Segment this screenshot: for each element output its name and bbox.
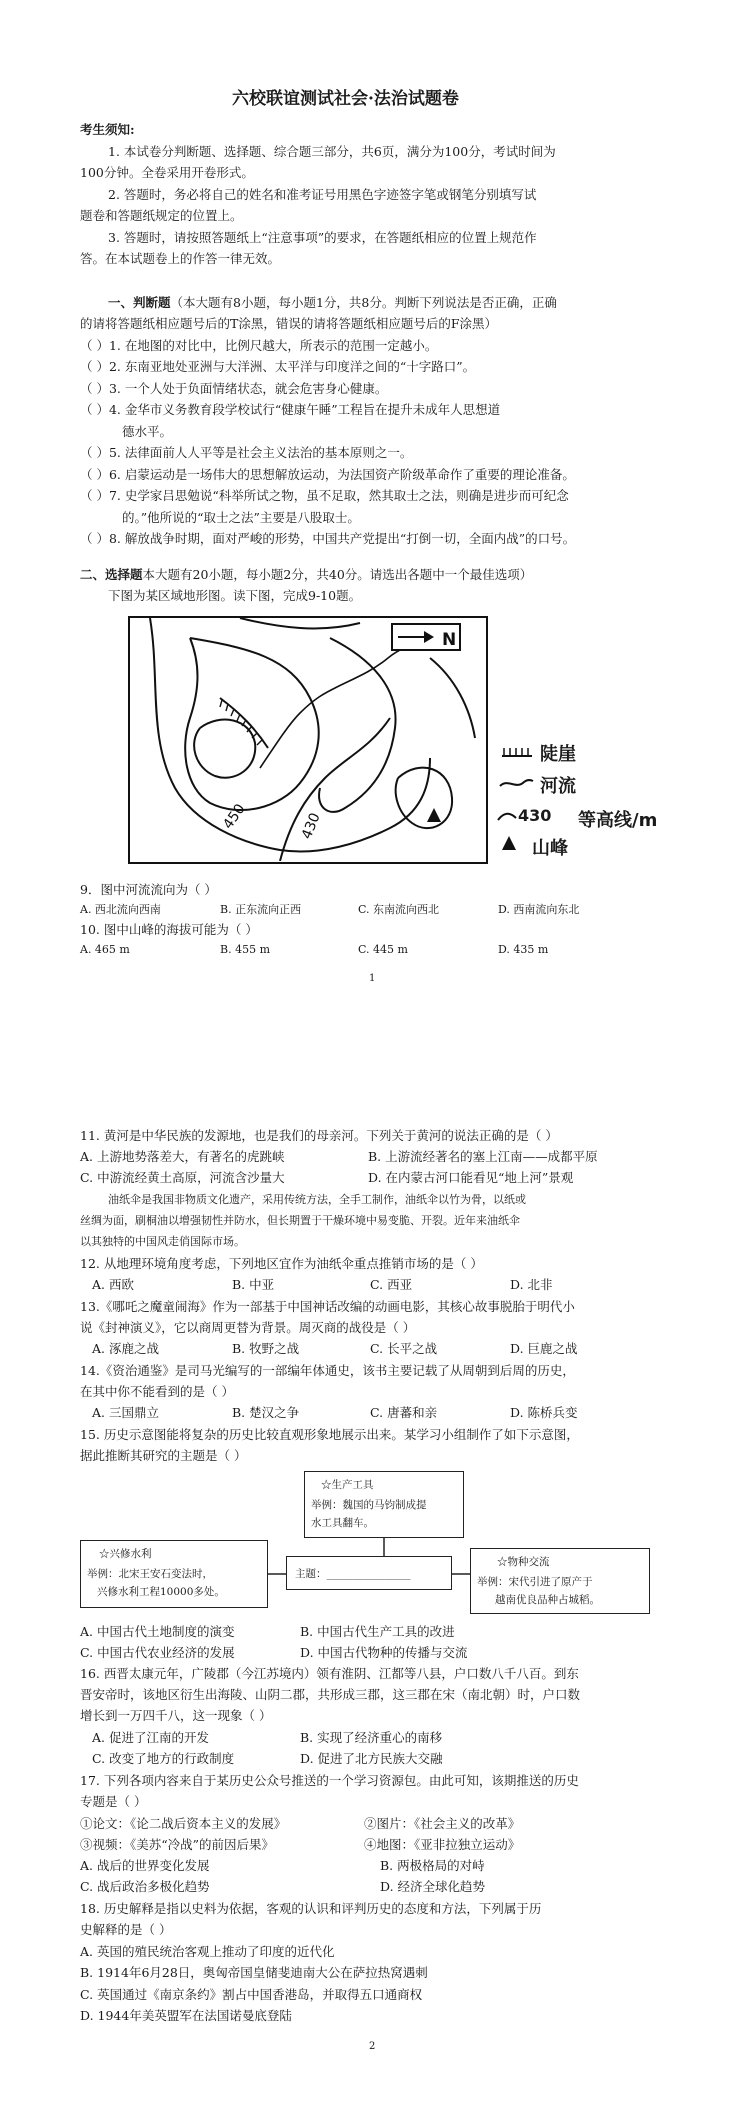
notice-line: 2. 答题时，务必将自己的姓名和准考证号用黑色字迹签字笔或钢笔分别填写试 [108,187,537,202]
diagram-tools-title: ☆生产工具 [321,1479,374,1491]
q10-option-d: D. 435 m [498,943,549,956]
q15-option-a: A. 中国古代土地制度的演变 [80,1624,235,1639]
peak-marker [427,808,441,822]
diagram-box-species [470,1548,650,1614]
q9-option-b: B. 正东流向正西 [220,903,302,916]
q13-option-a: A. 涿鹿之战 [92,1341,159,1356]
judgment-item: 的。”他所说的“取士之法”主要是八股取士。 [122,510,360,525]
page-title: 六校联谊测试社会·法治试题卷 [232,89,459,109]
q18-option-b: B. 1914年6月28日，奥匈帝国皇储斐迪南大公在萨拉热窝遇刺 [80,1965,428,1980]
contour-top-arc [240,618,360,628]
map-intro: 下图为某区域地形图。读下图，完成9-10题。 [108,588,362,603]
q16-option-d: D. 促进了北方民族大交融 [300,1751,443,1766]
judgment-item: （ ）2. 东南亚地处亚洲与大洋洲、太平洋与印度洋之间的“十字路口”。 [80,359,476,374]
q17-option-b: B. 两极格局的对峙 [380,1858,485,1873]
q12-option-a: A. 西欧 [92,1277,134,1292]
contour-hill-small [194,720,255,778]
q18-option-a: A. 英国的殖民统治客观上推动了印度的近代化 [80,1944,335,1959]
river-line [260,638,430,768]
question-11: 11. 黄河是中华民族的发源地，也是我们的母亲河。下列关于黄河的说法正确的是（ ） [80,1128,558,1143]
question-12: 12. 从地理环境角度考虑，下列地区宜作为油纸伞重点推销市场的是（ ） [80,1256,483,1271]
legend-cliff-label: 陡崖 [540,744,576,765]
q15-option-c: C. 中国古代农业经济的发展 [80,1645,235,1660]
map-drawing [130,618,485,861]
diagram-species-line: 越南优良品种占城稻。 [495,1594,600,1606]
judgment-item: （ ）1. 在地图的对比中，比例尺越大，所表示的范围一定越小。 [80,338,438,353]
section2-header [80,569,532,582]
q10-option-c: C. 445 m [358,943,408,956]
legend-contour-symbol [496,808,518,824]
question-16-cont: 增长到一万四千八，这一现象（ ） [80,1708,272,1723]
diagram-species-line: 举例：宋代引进了原产于 [477,1576,593,1588]
question-16-cont: 晋安帝时，该地区衍生出海陵、山阴二郡，共形成三郡，这三郡在宋（南北朝）时，户口数 [80,1687,581,1702]
q17-option-c: C. 战后政治多极化趋势 [80,1879,210,1894]
diagram-tools-line: 水工具翻车。 [311,1517,374,1529]
section1-intro: （本大题有8小题，每小题1分，共8分。判断下列说法是否正确，正确 [170,295,557,310]
question-13: 13.《哪吒之魔童闹海》作为一部基于中国神话改编的动画电影，其核心故事脱胎于明代小 [80,1299,575,1314]
q18-option-d: D. 1944年美英盟军在法国诺曼底登陆 [80,2008,292,2023]
q17-item-3: ③视频：《美苏“冷战”的前因后果》 [80,1837,275,1852]
q17-item-2: ②图片：《社会主义的改革》 [364,1816,521,1831]
q11-option-d: D. 在内蒙古河口能看见“地上河”景观 [368,1170,574,1185]
notice-line: 题卷和答题纸规定的位置上。 [80,208,243,223]
q11-option-c: C. 中游流经黄土高原，河流含沙量大 [80,1170,285,1185]
question-9: 9．图中河流流向为（ ） [80,882,217,897]
judgment-item: （ ）3. 一个人处于负面情绪状态，就会危害身心健康。 [80,381,388,396]
diagram-tools-line: 举例：魏国的马钧制成提 [311,1499,427,1511]
passage-line: 油纸伞是我国非物质文化遗产，采用传统方法，全手工制作，油纸伞以竹为骨，以纸或 [108,1193,526,1206]
question-17: 17. 下列各项内容来自于某历史公众号推送的一个学习资源包。由此可知，该期推送的历史 [80,1773,579,1788]
legend-river-symbol [498,776,534,792]
q10-option-a: A. 465 m [80,943,130,956]
question-18: 18. 历史解释是指以史料为依据，客观的认识和评判历史的态度和方法，下列属于历 [80,1901,542,1916]
diagram-species-title: ☆物种交流 [497,1556,550,1568]
judgment-item: 德水平。 [122,424,173,439]
judgment-item: （ ）5. 法律面前人人平等是社会主义法治的基本原则之一。 [80,445,413,460]
diagram-irrigation-line: 举例：北宋王安石变法时， [87,1568,213,1580]
q17-item-1: ①论文：《论二战后资本主义的发展》 [80,1816,287,1831]
topographic-map [128,616,488,864]
judgment-item: （ ）4. 金华市义务教育段学校试行“健康午睡”工程旨在提升未成年人思想道 [80,402,501,417]
q17-option-a: A. 战后的世界变化发展 [80,1858,210,1873]
q15-option-b: B. 中国古代生产工具的改进 [300,1624,455,1639]
contour-outer-left [150,618,430,851]
q14-option-c: C. 唐蕃和亲 [370,1405,438,1420]
contour-label-430: 430 [298,810,324,842]
question-17-cont: 专题是（ ） [80,1794,147,1809]
legend-peak-label: 山峰 [532,838,568,859]
judgment-item: （ ）7. 史学家吕思勉说“科举所试之物，虽不足取，然其取士之法，则确是进步而可纪念 [80,488,569,503]
question-14: 14.《资治通鉴》是司马光编写的一部编年体通史，该书主要记载了从周朝到后周的历史， [80,1363,575,1378]
page-number-1: 1 [369,973,376,984]
q9-option-a: A. 西北流向西南 [80,903,161,916]
notice-line: 答。在本试题卷上的作答一律无效。 [80,251,281,266]
question-14-cont: 在其中你不能看到的是（ ） [80,1384,234,1399]
question-10: 10. 图中山峰的海拔可能为（ ） [80,922,258,937]
diagram-box-tools [304,1471,464,1538]
q14-option-d: D. 陈桥兵变 [510,1405,578,1420]
notice-line: 1. 本试卷分判断题、选择题、综合题三部分，共6页，满分为100分，考试时间为 [108,144,556,159]
north-label: N [442,630,457,650]
legend-contour-value: 430 [518,806,552,825]
legend-river-label: 河流 [540,776,576,797]
question-16: 16. 西晋太康元年，广陵郡（今江苏境内）领有淮阴、江都等八县，户口数八千八百。到东 [80,1666,579,1681]
question-13-cont: 说《封神演义》，它以商周更替为背景。周灭商的战役是（ ） [80,1320,416,1335]
contour-430 [280,718,390,861]
legend-contour-label: 等高线/m [578,810,658,831]
legend-cliff-symbol [500,744,534,760]
q12-option-d: D. 北非 [510,1277,553,1292]
diagram-theme-label: 主题：________________ [295,1568,411,1580]
section2-intro: 本大题有20小题，每小题2分，共40分。请选出各题中一个最佳选项） [142,567,533,582]
section1-header [108,297,557,310]
passage-line: 丝绸为面，刷桐油以增强韧性并防水，但长期置于干燥环境中易变脆、开裂。近年来油纸伞 [80,1214,520,1227]
q16-option-a: A. 促进了江南的开发 [92,1730,209,1745]
q13-option-b: B. 牧野之战 [232,1341,300,1356]
q15-option-d: D. 中国古代物种的传播与交流 [300,1645,468,1660]
q12-option-b: B. 中亚 [232,1277,275,1292]
page-number-2: 2 [369,2041,376,2052]
passage-line: 以其独特的中国风走俏国际市场。 [80,1235,245,1248]
judgment-item: （ ）6. 启蒙运动是一场伟大的思想解放运动，为法国资产阶级革命作了重要的理论准备。 [80,467,575,482]
diagram-irrigation-line: 兴修水利工程10000多处。 [97,1586,225,1598]
q16-option-b: B. 实现了经济重心的南移 [300,1730,443,1745]
section2-heading: 二、选择题 [80,567,143,582]
contour-label-450: 450 [220,801,249,833]
legend-peak-symbol [500,834,518,852]
q11-option-a: A. 上游地势落差大，有著名的虎跳峡 [80,1149,285,1164]
q17-item-4: ④地图：《亚非拉独立运动》 [364,1837,521,1852]
notice-line: 100分钟。全卷采用开卷形式。 [80,165,254,180]
q17-option-d: D. 经济全球化趋势 [380,1879,486,1894]
question-18-cont: 史解释的是（ ） [80,1922,172,1937]
q12-option-c: C. 西亚 [370,1277,413,1292]
section1-heading: 一、判断题 [108,295,171,310]
q11-option-b: B. 上游流经著名的塞上江南——成都平原 [368,1149,598,1164]
q16-option-c: C. 改变了地方的行政制度 [92,1751,235,1766]
judgment-item: （ ）8. 解放战争时期，面对严峻的形势，中国共产党提出“打倒一切，全面内战”的口号。 [80,531,576,546]
diagram-irrigation-title: ☆兴修水利 [99,1548,152,1560]
q9-option-c: C. 东南流向西北 [358,903,440,916]
diagram-box-irrigation [80,1540,268,1608]
diagram-box-theme [286,1556,452,1590]
q14-option-b: B. 楚汉之争 [232,1405,300,1420]
section1-intro: 的请将答题纸相应题号后的T涂黑，错误的请将答题纸相应题号后的F涂黑） [80,316,498,331]
q14-option-a: A. 三国鼎立 [92,1405,159,1420]
q10-option-b: B. 455 m [220,943,270,956]
notice-line: 3. 答题时，请按照答题纸上“注意事项”的要求，在答题纸相应的位置上规范作 [108,230,537,245]
notice-heading: 考生须知: [80,122,135,137]
q13-option-c: C. 长平之战 [370,1341,438,1356]
q18-option-c: C. 英国通过《南京条约》割占中国香港岛，并取得五口通商权 [80,1987,423,2002]
q13-option-d: D. 巨鹿之战 [510,1341,578,1356]
q9-option-d: D. 西南流向东北 [498,903,580,916]
question-15: 15. 历史示意图能将复杂的历史比较直观形象地展示出来。某学习小组制作了如下示意图， [80,1427,579,1442]
question-15-cont: 据此推断其研究的主题是（ ） [80,1448,247,1463]
contour-right [430,658,475,738]
